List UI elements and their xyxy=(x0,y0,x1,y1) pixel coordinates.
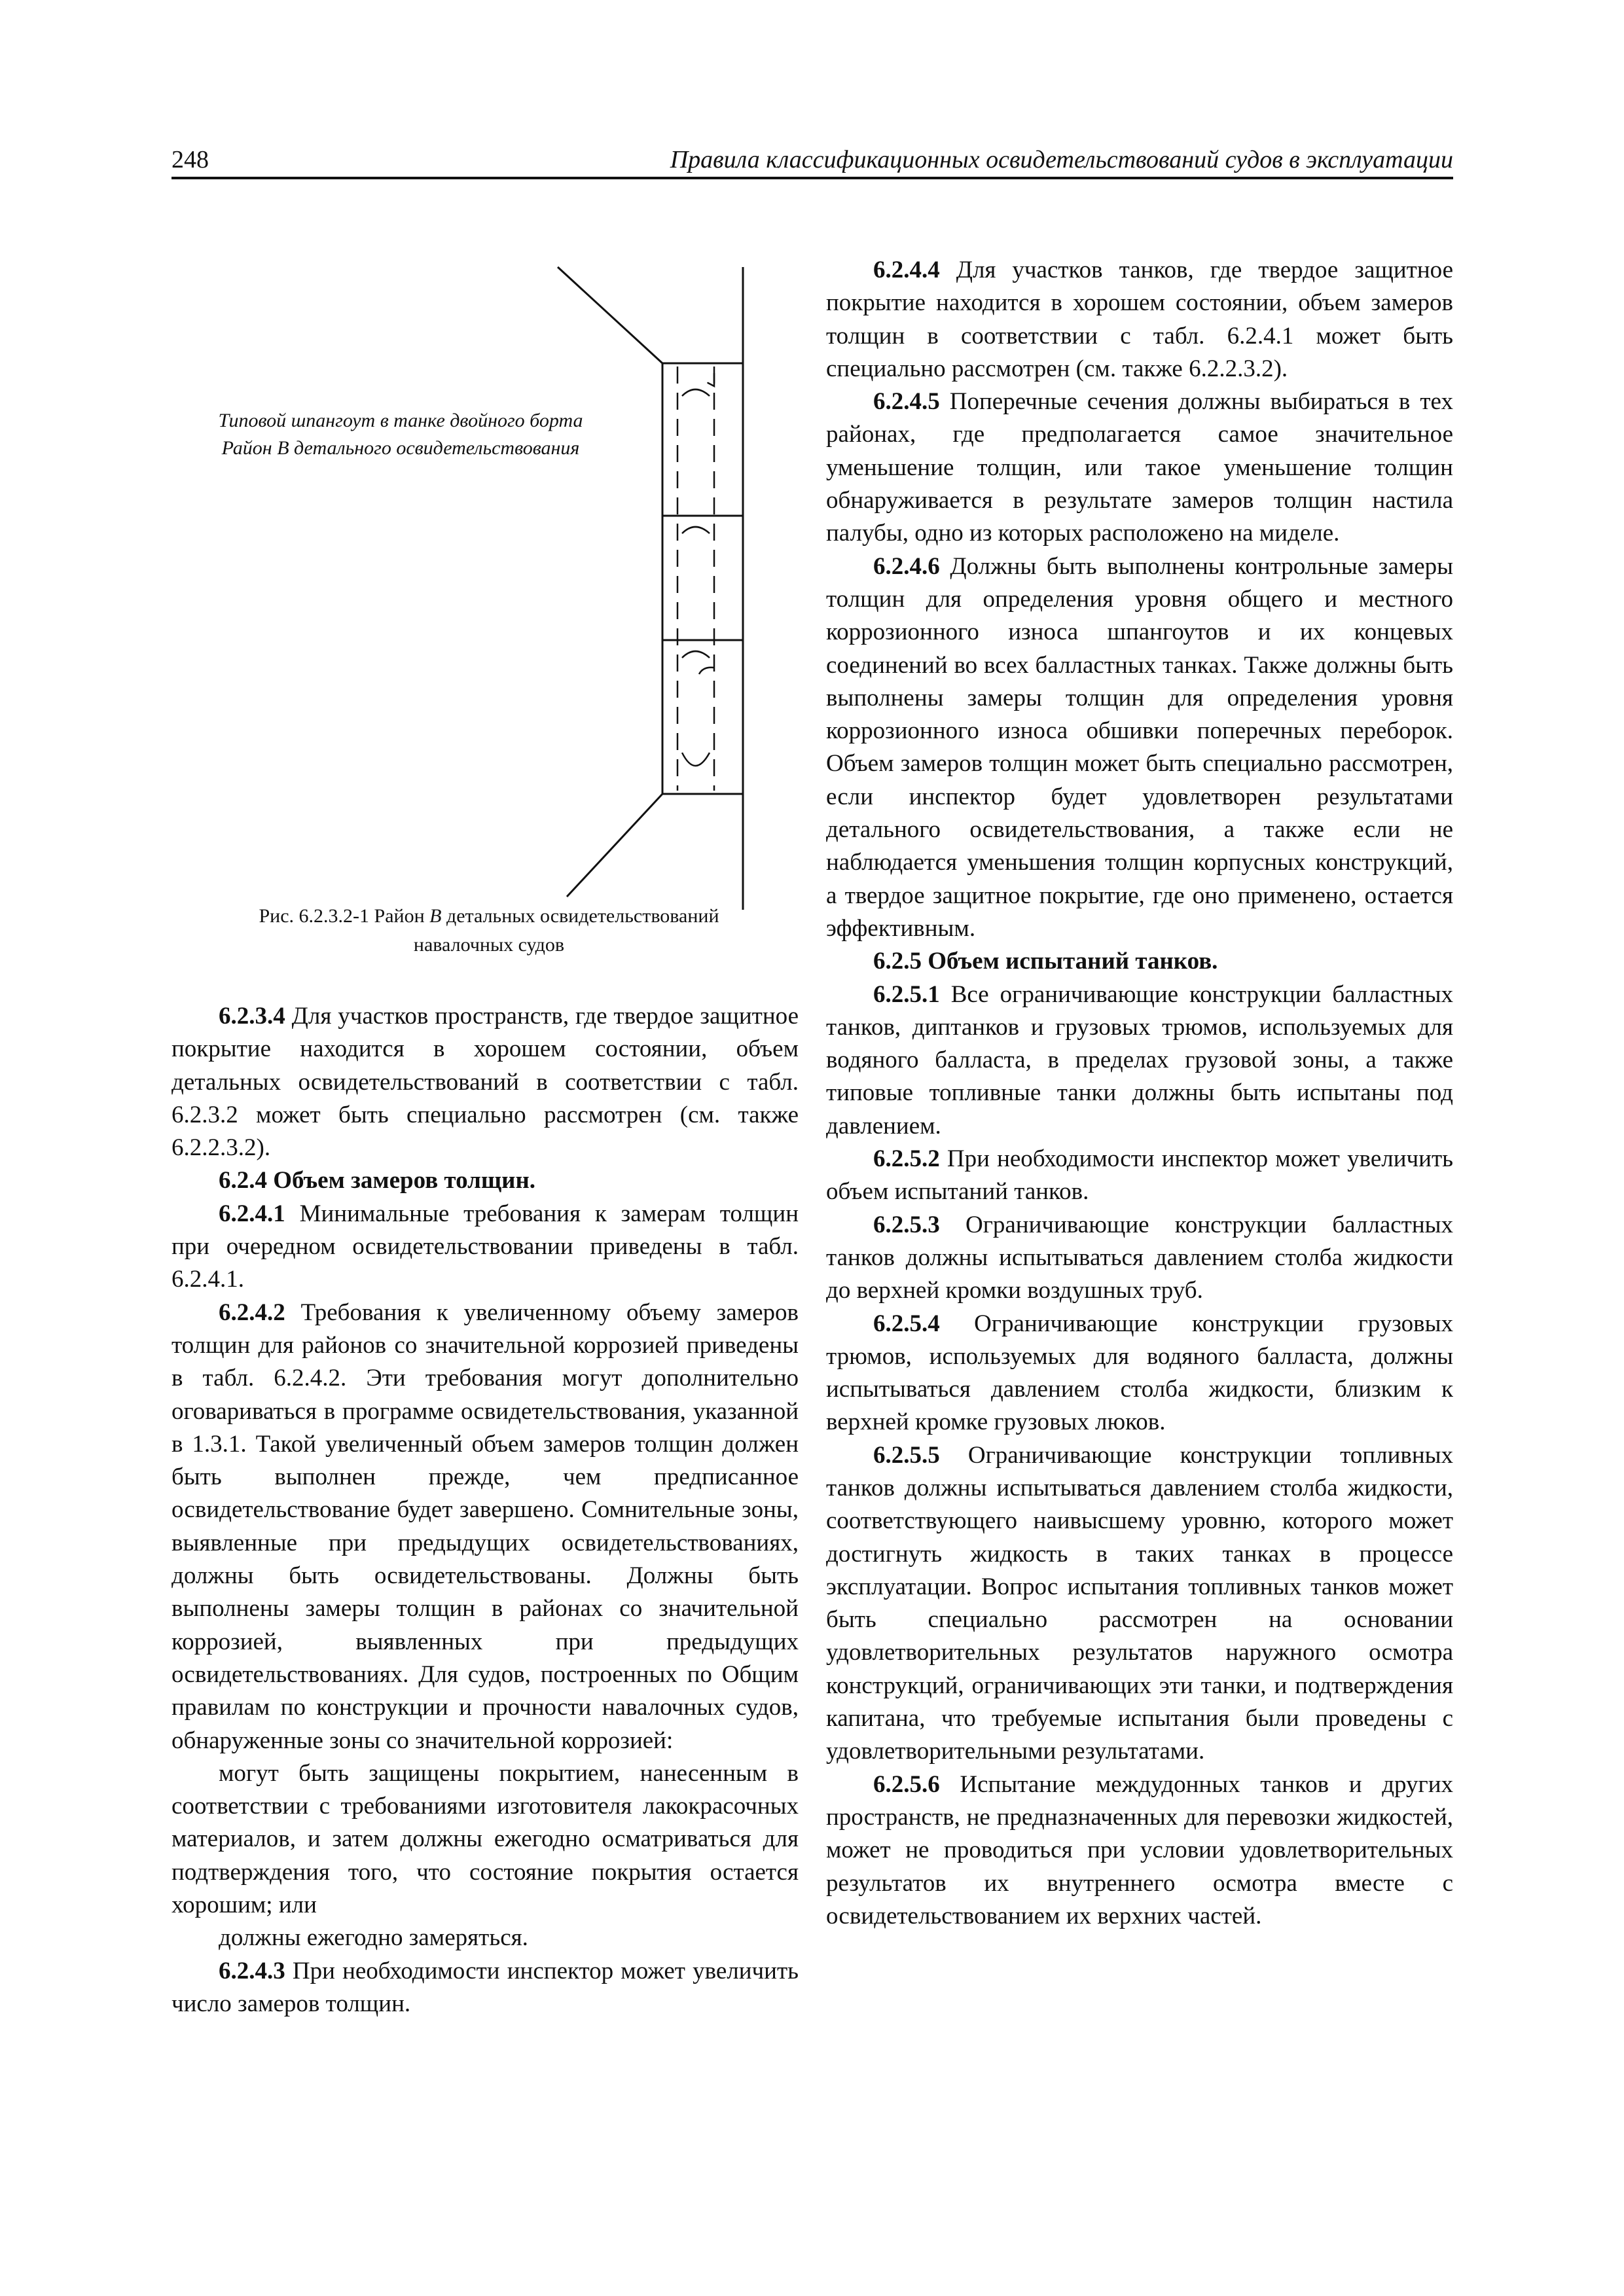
paragraph-text: Требования к увеличенному объему замеров толщин для районов со значительной коррозией приведены в табл. 6.2.4.2. Эти требования могут дополнительно оговариваться в программе освидетельствования, указанной в 1.3.1. Такой увеличенный объем замеров толщин должен быть выполнен прежде, чем предписанное освидетельствование будет завершено. Сомнительные зоны, выявленные при предыдущих освидетельствованиях, должны быть освидетельствованы. Должны быть выполнены замеры толщин в районах со значительной коррозией, выявленных при предыдущих освидетельствованиях. Для судов, построенных по Общим правилам по конструкции и прочности навалочных судов, обнаруженные зоны со значительной коррозией: xyxy=(171,1299,799,1754)
figure-inscription-line2: Район В детального освидетельствования xyxy=(221,437,580,459)
right-column xyxy=(826,254,1453,1933)
running-title: Правила классификационных освидетельствований судов в эксплуатации xyxy=(670,146,1453,173)
paragraph xyxy=(826,978,1453,1143)
paragraph-text: Поперечные сечения должны выбираться в тех районах, где предполагается самое значительное уменьшение толщин, или такое уменьшение толщин обнаруживается в результате замеров толщин настила палубы, одно из которых расположено на миделе. xyxy=(826,388,1453,547)
clause-number: 6.2.5.1 xyxy=(873,980,940,1008)
paragraph xyxy=(826,550,1453,946)
paragraph-text: Для участков пространств, где твердое защитное покрытие находится в хорошем состоянии, объем детальных освидетельствований в соответствии с табл. 6.2.3.2 может быть специально рассмотрен (см. также 6.2.2.3.2). xyxy=(171,1003,799,1162)
caption-line2: навалочных судов xyxy=(413,934,565,956)
paragraph-text: При необходимости инспектор может увеличить число замеров толщин. xyxy=(171,1957,799,2017)
paragraph xyxy=(826,1768,1453,1933)
caption-rest: детальных освидетельствований xyxy=(446,905,719,927)
clause-number: 6.2.4.4 xyxy=(873,257,940,283)
figure-caption xyxy=(185,902,793,960)
paragraph-text: Минимальные требования к замерам толщин при очередном освидетельствовании приведены в табл. 6.2.4.1. xyxy=(171,1200,799,1293)
double-side-frame-diagram xyxy=(171,255,800,962)
clause-number: 6.2.4.1 xyxy=(219,1200,285,1227)
paragraph: должны ежегодно замеряться. xyxy=(219,1924,528,1952)
left-column xyxy=(171,1000,799,2020)
clause-number: 6.2.4.3 xyxy=(219,1957,285,1984)
paragraph xyxy=(171,1297,799,1757)
paragraph xyxy=(826,1308,1453,1439)
clause-number: 6.2.4.6 xyxy=(873,552,940,580)
paragraph xyxy=(171,1198,799,1297)
paragraph xyxy=(171,1955,799,2021)
paragraph-text: Все ограничивающие конструкции балластных танков, диптанков и грузовых трюмов, используемых для водяного балласта, в пределах грузовой зоны, а также типовые топливные танки должны быть испытаны под давлением. xyxy=(826,980,1454,1139)
paragraph-text: Для участков танков, где твердое защитное покрытие находится в хорошем состоянии, объем замеров толщин в соответствии с табл. 6.2.4.1 может быть специально рассмотрен (см. также 6.2.2.3.2). xyxy=(826,257,1454,382)
clause-number: 6.2.5.4 xyxy=(873,1310,940,1337)
paragraph xyxy=(826,1209,1453,1308)
clause-number: 6.2.4.5 xyxy=(873,388,940,416)
header-rule xyxy=(171,177,1453,179)
clause-number: 6.2.5.5 xyxy=(873,1441,940,1469)
paragraph xyxy=(826,1439,1453,1768)
clause-number: 6.2.5.2 xyxy=(873,1145,940,1173)
figure-inscription-line1: Типовой шпангоут в танке двойного борта xyxy=(218,410,583,431)
paragraph xyxy=(171,1000,799,1164)
section-heading: 6.2.5 Объем испытаний танков. xyxy=(873,948,1218,975)
section-heading: 6.2.4 Объем замеров толщин. xyxy=(219,1167,536,1194)
paragraph-text: Должны быть выполнены контрольные замеры толщин для определения уровня общего и местного коррозионного износа шпангоутов и их концевых соединений во всех балластных танках. Также должны быть выполнены замеры толщин для определения уровня коррозионного износа обшивки поперечных переборок. Объем замеров толщин может быть специально рассмотрен, если инспектор будет удовлетворен результатами детального освидетельствования, а также если не наблюдается уменьшения толщин корпусных конструкций, а твердое защитное покрытие, где оно применено, остается эффективным. xyxy=(826,552,1454,942)
figure-inscription xyxy=(191,407,610,462)
clause-number: 6.2.5.3 xyxy=(873,1211,940,1238)
figure xyxy=(171,255,800,962)
paragraph-text: При необходимости инспектор может увеличить объем испытаний танков. xyxy=(826,1145,1454,1206)
page-number: 248 xyxy=(171,146,209,173)
caption-prefix: Рис. 6.2.3.2-1 Район xyxy=(259,905,425,927)
paragraph xyxy=(826,254,1453,386)
paragraph xyxy=(826,1143,1453,1209)
paragraph-text: Ограничивающие конструкции балластных танков должны испытываться давлением столба жидкости до верхней кромки воздушных труб. xyxy=(826,1211,1453,1304)
clause-number: 6.2.5.6 xyxy=(873,1770,940,1798)
paragraph-text: Ограничивающие конструкции топливных танков должны испытываться давлением столба жидкости, соответствующего наивысшему уровню, которого может достигнуть жидкость в таких танках в процессе эксплуатации. Вопрос испытания топливных танков может быть специально рассмотрен на основании удовлетворительных результатов наружного осмотра конструкций, ограничивающих эти танки, и подтверждения капитана, что требуемые испытания были проведены с удовлетворительными результатами. xyxy=(826,1441,1453,1765)
caption-letter: В xyxy=(429,905,442,927)
paragraph xyxy=(826,386,1453,550)
page-header xyxy=(171,145,1453,178)
clause-number: 6.2.3.4 xyxy=(219,1003,285,1030)
clause-number: 6.2.4.2 xyxy=(219,1299,285,1326)
paragraph-text: Ограничивающие конструкции грузовых трюмов, используемых для водяного балласта, должны испытываться давлением столба жидкости, близким к верхней кромке грузовых люков. xyxy=(826,1310,1454,1436)
paragraph-text: Испытание междудонных танков и других пространств, не предназначенных для перевозки жидкостей, может не проводиться при условии удовлетворительных результатов их внутреннего осмотра вместе с освидетельствованием их верхних частей. xyxy=(826,1770,1454,1929)
paragraph: могут быть защищены покрытием, нанесенным в соответствии с требованиями изготовителя лакокрасочных материалов, и затем должны ежегодно осматриваться для подтверждения того, что состояние покрытия остается хорошим; или xyxy=(171,1759,799,1919)
